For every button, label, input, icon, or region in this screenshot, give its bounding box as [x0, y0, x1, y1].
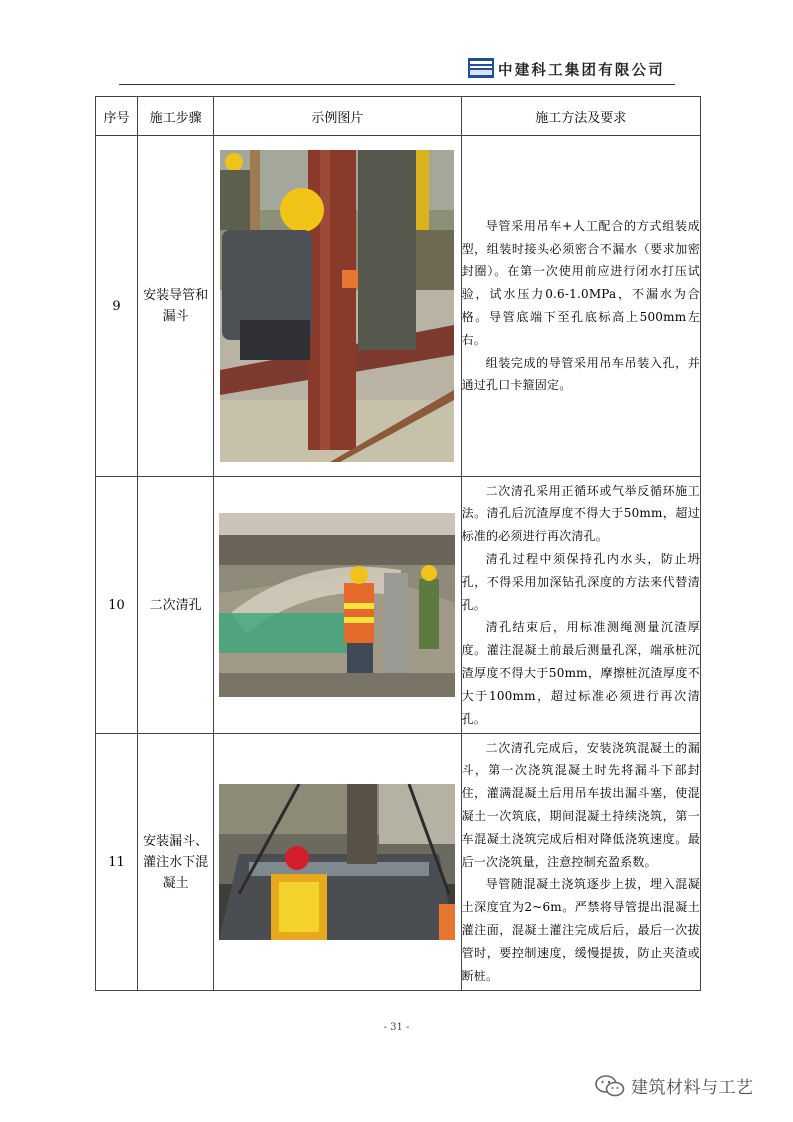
watermark-text: 建筑材料与工艺 [631, 1078, 754, 1098]
example-photo-cell [214, 136, 461, 477]
step-name: 安装导管和漏斗 [138, 136, 214, 477]
hole-cleaning-photo [219, 513, 455, 697]
example-photo-cell [214, 477, 461, 734]
method-cell [461, 477, 700, 734]
row-number: 9 [96, 136, 138, 477]
method-paragraph: 组装完成的导管采用吊车吊装入孔，并通过孔口卡箍固定。 [461, 355, 700, 393]
concrete-pouring-photo [219, 784, 455, 940]
table-header-row [96, 97, 701, 136]
company-name: 中建科工集团有限公司 [498, 63, 665, 79]
method-paragraph: 二次清孔采用正循环或气举反循环施工法。清孔后沉渣厚度不得大于50mm，超过标准的必须进行再次清孔。 [461, 483, 700, 544]
step-name: 安装漏斗、灌注水下混凝土 [138, 734, 214, 991]
table-row [96, 136, 701, 477]
step-name: 二次清孔 [138, 477, 214, 734]
header-photo: 示例图片 [214, 97, 461, 136]
construction-steps-table [95, 96, 701, 991]
method-paragraph: 导管随混凝土浇筑逐步上拔，埋入混凝土深度宜为2~6m。严禁将导管提出混凝土灌注面，混凝土灌注完成后后，最后一次拔管时，要控制速度，缓慢提拔，防止夹渣或断桩。 [461, 877, 700, 983]
method-paragraph: 导管采用吊车+人工配合的方式组装成型，组装时接头必须密合不漏水（要求加密封圈）。在第一次使用前应进行闭水打压试验，试水压力0.6-1.0MPa，不漏水为合格。导管底端下至孔底标高上500mm左右。 [461, 218, 700, 347]
row-number: 11 [96, 734, 138, 991]
tremie-pipe-installation-photo [220, 150, 454, 462]
example-photo-cell [214, 734, 461, 991]
watermark [595, 1073, 754, 1098]
header-method: 施工方法及要求 [461, 97, 700, 136]
method-paragraph: 二次清孔完成后，安装浇筑混凝土的漏斗，第一次浇筑混凝土时先将漏斗下部封住，灌满混凝土后用吊车拔出漏斗塞，使混凝土一次筑底，期间混凝土持续浇筑，第一车混凝土浇筑完成后相对降低浇筑速度。最后一次浇筑量，注意控制充盈系数。 [461, 740, 700, 869]
method-cell [461, 734, 700, 991]
company-logo-icon [468, 58, 494, 78]
row-number: 10 [96, 477, 138, 734]
page-number: - 31 - [383, 1022, 410, 1033]
table-row [96, 477, 701, 734]
wechat-icon [595, 1074, 625, 1098]
method-cell [461, 136, 700, 477]
header-divider [119, 84, 675, 85]
header-step: 施工步骤 [138, 97, 214, 136]
table-row [96, 734, 701, 991]
header-no: 序号 [96, 97, 138, 136]
method-paragraph: 清孔结束后，用标准测绳测量沉渣厚度。灌注混凝土前最后测量孔深，端承桩沉渣厚度不得大于50mm，摩擦桩沉渣厚度不大于100mm，超过标准必须进行再次清孔。 [461, 620, 700, 726]
method-paragraph: 清孔过程中须保持孔内水头，防止坍孔，不得采用加深钻孔深度的方法来代替清孔。 [461, 552, 700, 612]
